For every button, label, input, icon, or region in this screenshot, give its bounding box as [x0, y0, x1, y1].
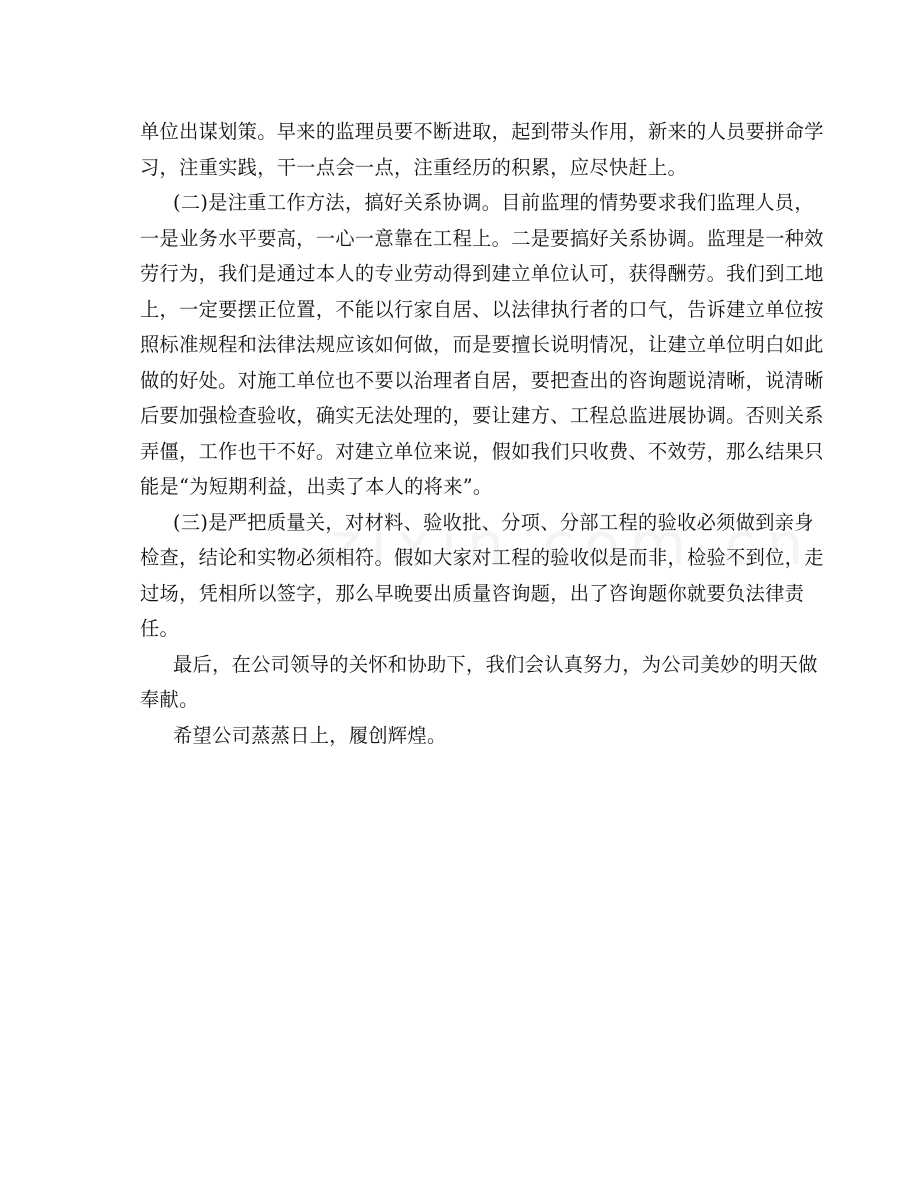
text-line: 习，注重实践，干一点会一点，注重经历的积累，应尽快赶上。: [140, 155, 688, 179]
text-line: 上，一定要摆正位置，不能以行家自居、以法律执行者的口气，告诉建立单位按: [140, 297, 824, 321]
paragraph-quality-control: [140, 505, 824, 647]
paragraph-closing: [140, 647, 818, 718]
paragraph-wish: [140, 718, 784, 754]
text-line: 劳行为，我们是通过本人的专业劳动得到建立单位认可，获得酬劳。我们到工地: [140, 262, 824, 285]
text-line: (三)是严把质量关，对材料、验收批、分项、分部工程的验收必须做到亲身: [173, 510, 814, 534]
text-line: 单位出谋划策。早来的监理员要不断进取，起到带头作用，新来的人员要拼命学: [140, 120, 824, 143]
text-line: 希望公司蒸蒸日上，履创辉煌。: [173, 723, 447, 747]
text-line: 后要加强检查验收，确实无法处理的，要让建方、工程总监进展协调。否则关系: [140, 404, 824, 427]
text-line: 过场，凭相所以签字，那么早晚要出质量咨询题，出了咨询题你就要负法律责: [140, 581, 805, 605]
text-line: (二)是注重工作方法，搞好关系协调。目前监理的情势要求我们监理人员，: [173, 191, 814, 214]
document-body: [140, 114, 824, 753]
text-line: 能是“为短期利益，出卖了本人的将来”。: [140, 475, 493, 498]
text-line: 最后，在公司领导的关怀和协助下，我们会认真努力，为公司美妙的明天做: [173, 652, 818, 676]
text-line: 奉献。: [140, 688, 199, 711]
paragraph-method-coordination: [140, 185, 824, 505]
paragraph-continuation: [140, 114, 824, 185]
text-line: 照标准规程和法律法规应该如何做，而是要擅长说明情况，让建立单位明白如此: [140, 333, 824, 356]
text-line: 一是业务水平要高，一心一意靠在工程上。二是要搞好关系协调。监理是一种效: [140, 226, 824, 250]
text-line: 检查，结论和实物必须相符。假如大家对工程的验收似是而非，检验不到位，走: [140, 546, 824, 569]
text-line: 弄僵，工作也干不好。对建立单位来说，假如我们只收费、不效劳，那么结果只: [140, 439, 824, 463]
text-line: 任。: [140, 617, 180, 640]
text-line: 做的好处。对施工单位也不要以治理者自居，要把查出的咨询题说清晰，说清晰: [140, 368, 824, 392]
